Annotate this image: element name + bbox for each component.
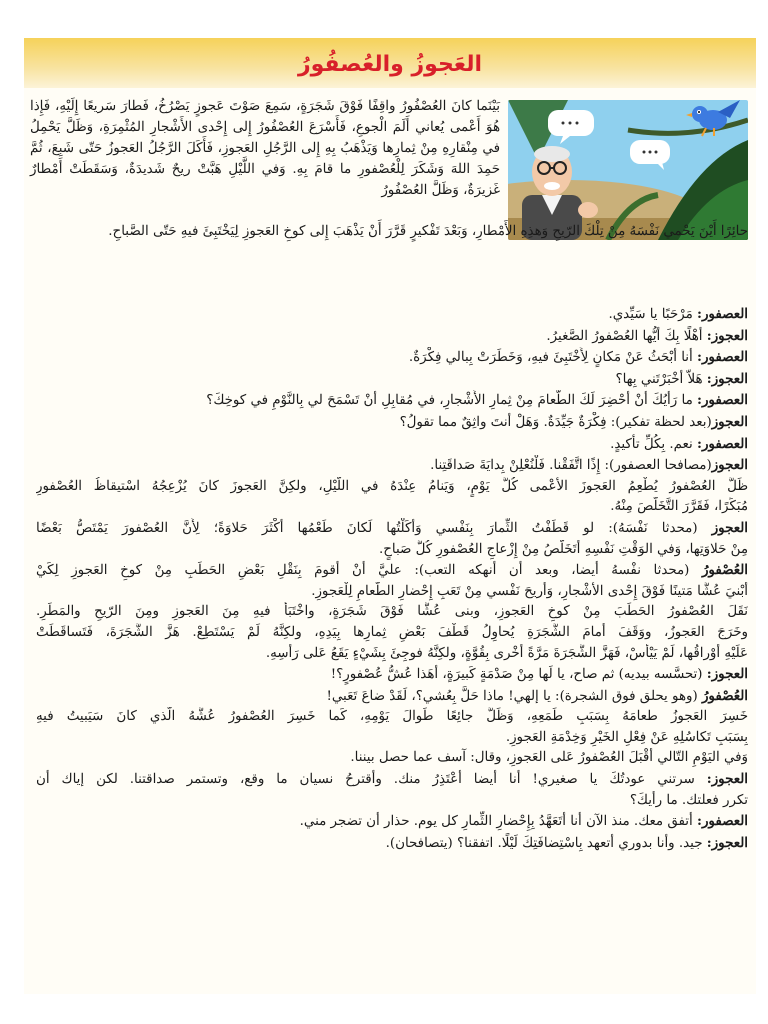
intro-paragraph: بَيْنَما كانَ العُصْفُورُ واقِفًا فَوْقَ شَجَرَةٍ، سَمِعَ صَوْتَ عَجوزٍ يَصْرُخُ، فَطارَ سَريعًا إِلَيْهِ، فَإِذا هُوَ أَعْمى يُعاني أَلَمَ الْجوعِ، فَأَسْرَعَ العُصْفُورُ إِلى إِحْدى الأَشْجارِ المُثْمِرَةِ، وَظَلَّ يَحْمِلُ في مِنْقارِهِ مِنْ ثِمارِها وَيَذْهَبُ بِهِ إِلى الرَّجُلِ العَجوزِ، فَأَكَلَ الرَّجُلُ العَجوزُ حَتّى شَبِعَ، ثُمَّ حَمِدَ اللهَ وَشَكَرَ لِلْعُصْفورِ ما قامَ بِهِ. وَفي اللَّيْلِ هَبَّتْ ريحٌ شَديدَةٌ، وَسَقَطَتْ أَمْطارٌ غَزيرَةٌ، وَظَلَّ العُصْفُورُ [30, 99, 500, 198]
dialogue-line [36, 455, 748, 477]
narration-line [36, 623, 748, 644]
line-text: ظَلَّ العُصْفورُ يُطْعِمُ العَجوزَ الأَعْمى كُلَّ يَوْمٍ، وَيَنامُ عِنْدَهُ في اللَّيْلِ، ولكِنَّ العَجوزَ كانَ يُزْعِجُهُ اسْتيقاظُ العُصْفورِ [36, 478, 748, 494]
line-text: مَرْحَبًا يا سَيِّدي. [608, 307, 698, 322]
narration-line [36, 540, 748, 561]
dialogue-line [36, 304, 748, 326]
dialogue-line [36, 664, 748, 686]
narration-line [36, 791, 748, 812]
line-text: مُبَكِّرًا، فَقَرَّرَ التَّخَلُّصَ مِنْهُ. [610, 499, 748, 515]
line-text: سرتني عودتُكَ يا صغيري! أنا أيضا أَعْتَذِرُ منك. وأقترحُ نسيان ما وقع، وتستمر صداقتنا. لكن إياك أن [36, 772, 707, 788]
line-text: نعم. بِكُلِّ تأْكيدٍ. [610, 436, 698, 452]
story-page [24, 38, 756, 994]
line-text: خَسِرَ العَجوزُ طعامَهُ بِسَبَبِ طَمَعِهِ، وَظَلَّ جائِعًا طَوالَ يَوْمِهِ، كَما خَسِرَ العُصْفورُ عُشَّهُ الَّذي كانَ سَيَبيتُ فيهِ [36, 709, 748, 725]
line-text: نَقَلَ العُصْفورُ الحَطَبَ مِنْ كوخِ العَجوزِ، وبنى عُشًّا فَوْقَ شَجَرَةٍ، واخْتَبَأَ فيهِ مِنَ العَجوزِ ومِنَ الرّيحِ والمَطَرِ. [36, 604, 748, 620]
narration-line [36, 582, 748, 603]
line-text: جيد. وأنا بدوري أتعهد بِاسْتِضافَتِكَ لَيْلًا. اتفقنا؟ (يتصافحان). [385, 835, 707, 851]
dialogue-line [36, 833, 748, 855]
line-text: (محدثا نَفْسَهُ): لو قَطَفْتُ الثِّمارَ بِنَفْسي وَأَكَلْتُها لَكانَ طَعْمُها أَكْثَرَ حَلاوَةً؛ لِأَنَّ العُصْفورَ يَمْتَصُّ بَعْضًا [36, 520, 712, 536]
narration-line [36, 707, 748, 728]
line-text: (بعد لحظة تفكير): فِكْرَةٌ جَيِّدَةٌ. وَهَلْ أَنتَ واثِقٌ مما تقولُ؟ [399, 414, 712, 430]
narration-line [36, 728, 748, 749]
line-text: أتفق معك. منذ الآن أنا أَتَعَهَّدُ بِإِحْضارِ الثِّمارِ كل يوم. حذار أن تضجر مني. [299, 814, 698, 830]
line-text: بِسَبَبِ تَكاسُلِهِ عَنْ فِعْلِ الخَيْرِ وَخِدْمَةِ العَجوزِ. [505, 729, 748, 745]
line-text: ما رَأْيُكَ أَنْ أُحْضِرَ لَكَ الطَّعامَ مِنْ ثِمارِ الأَشْجارِ، في مُقابِلِ أَنْ تَسْمَحَ لي بِالنَّوْمِ في كوخِكَ؟ [206, 393, 698, 409]
line-text: (مصافحا العصفور): إِذًا اتَّفَقْنا. فَلْنُعْلِنْ بِدايَةَ صَداقَتِنا. [430, 458, 712, 474]
speaker-label: العُصْفورُ [701, 562, 748, 579]
speaker-label: العُصْفورُ [701, 687, 748, 704]
line-text: (وهو يحلق فوق الشجرة): يا إلهي! ماذا حَلَّ بِعُشي؟، لَقَدْ ضاعَ تَعَبي! [326, 688, 702, 704]
speaker-label: العجوز [711, 413, 748, 430]
speaker-label: العجوز [711, 519, 748, 536]
dialogue-line [36, 347, 748, 369]
line-text: أَبْنيَ عُشًّا مَتينًا فَوْقَ إِحْدى الأَشْجارِ، وَأُريحَ نَفْسي مِنْ تَعَبِ إِحْضارِ الطَّعامِ لِلْعَجوزِ. [311, 583, 748, 599]
dialogue-line [36, 811, 748, 833]
dialogue-line [36, 390, 748, 412]
speaker-label: العجوز: [706, 834, 748, 851]
narration-line [36, 477, 748, 498]
speaker-label: العصفور: [697, 306, 748, 322]
narration-line [36, 602, 748, 623]
line-text: (محدثا نفْسهُ أيضا، وبعد أن أنهكه التعب): عليَّ أَنْ أَقومَ بِنَقْلِ بَعْضِ الحَطَبِ مِنْ كوخِ العَجوزِ لِكَيْ [36, 563, 702, 579]
narration-line [36, 497, 748, 518]
speaker-label: العجوز [711, 457, 748, 474]
dialogue-line [36, 369, 748, 391]
speaker-label: العصفور: [697, 349, 748, 366]
speaker-label: العجوز: [706, 327, 748, 344]
speaker-label: العصفور: [697, 392, 748, 409]
speaker-label: العجوز: [706, 771, 748, 788]
line-text: تكرر فعلتك. ما رأيكَ؟ [629, 792, 748, 808]
dialogue-line [36, 412, 748, 434]
line-text: وخَرَجَ العَجوزُ، ووَقَفَ أَمامَ الشَّجَرَةِ يُحاوِلُ قَطْفَ بَعْضِ ثِمارِها بِيَدِهِ، ولكِنَّهُ لَمْ يَسْتَطِعْ. هَزَّ الشَّجَرَةَ، فَتَساقَطَتْ [36, 624, 748, 640]
line-text: هَلاّ أَخْبَرْتَني بِها؟ [615, 371, 707, 387]
dialogue-line [36, 326, 748, 348]
speaker-label: العصفور: [697, 813, 748, 830]
story-illustration [508, 100, 748, 240]
line-text: (تحسَّسه بيديه) ثم صاح، يا لَها مِنْ صَدْمَةٍ كَبيرَةٍ، أَهَذا عُشُّ عُصْفورٍ؟! [330, 667, 707, 683]
narration-line [36, 748, 748, 769]
speaker-label: العصفور: [697, 435, 748, 452]
title-band [24, 38, 756, 88]
line-text: أَهْلًا بِكَ أَيُّها العُصْفورُ الصَّغيرُ. [546, 328, 707, 344]
dialogue-line [36, 560, 748, 582]
line-text: عَلَيْهِ أَوْراقُها، لَمْ يَيْأَسْ، فَهَزَّ الشَّجَرَةَ مَرَّةً أُخْرى بِقُوَّةٍ، ولكِنَّهُ فوجِئَ بِشَيْءٍ يَقَعُ عَلى رَأْسِهِ. [265, 645, 748, 661]
story-body [36, 304, 748, 854]
line-text: وَفي اليَوْمِ التّالي أَقْبَلَ العُصْفورُ عَلى العَجوزِ، وقال: آسف عما حصل بيننا. [350, 750, 748, 766]
line-text: أَنا أَبْحَثُ عَنْ مَكانٍ لِأَخْتَبِئَ فيهِ، وَخَطَرَتْ بِبالي فِكْرَةٌ. [408, 350, 698, 366]
dialogue-line [36, 769, 748, 791]
line-text: مِنْ حَلاوَتِها، وَفي الوَقْتِ نَفْسِهِ أَتَخَلَّصُ مِنْ إِزْعاجِ العُصْفورِ كُلَّ صَباحٍ. [378, 541, 748, 557]
story-title: العَجوزُ والعُصفُورُ [297, 52, 483, 77]
dialogue-line [36, 686, 748, 708]
speaker-label: العجوز: [706, 666, 748, 683]
dialogue-line [36, 434, 748, 456]
narration-line [36, 644, 748, 665]
speaker-label: العجوز: [706, 370, 748, 387]
intro-continuation: حائِرًا أَيْنَ يَحْمي نَفْسَهُ مِنْ تِلْكَ الرّيحِ وَهذِهِ الأَمْطارِ، وَبَعْدَ تَفْكيرٍ قَرَّرَ أَنْ يَذْهَبَ إِلى كوخِ العَجوزِ لِيَخْتَبِئَ فيهِ حَتّى الصَّباحِ. [108, 224, 748, 239]
dialogue-line [36, 518, 748, 540]
